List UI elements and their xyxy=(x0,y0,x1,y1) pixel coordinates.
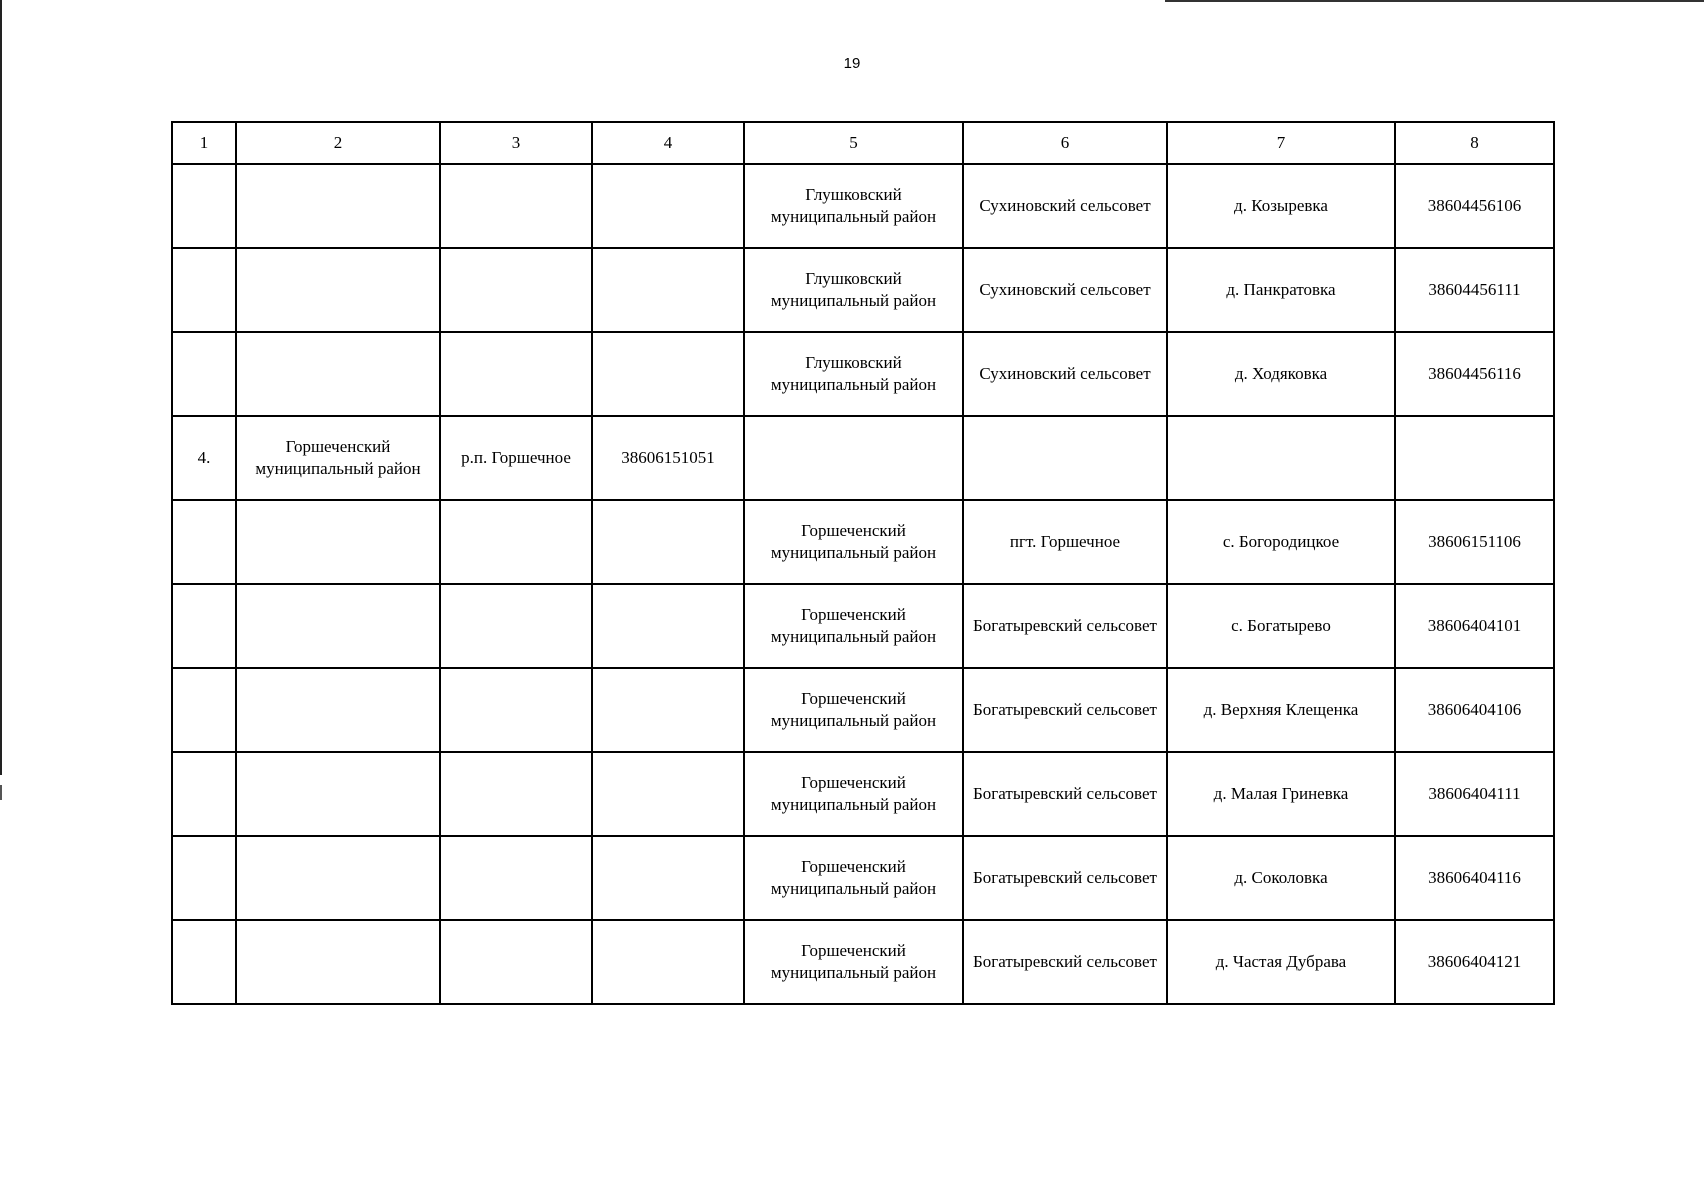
table-row xyxy=(172,332,1554,416)
cell-district xyxy=(236,500,440,584)
cell-district xyxy=(236,248,440,332)
cell-number xyxy=(172,248,236,332)
cell-admin-center xyxy=(440,332,592,416)
cell-district xyxy=(236,836,440,920)
cell-center-code xyxy=(592,836,744,920)
cell-municipal-district: Горшеченский муниципальный район xyxy=(744,920,963,1004)
cell-oktmo-code xyxy=(1395,416,1554,500)
cell-number xyxy=(172,332,236,416)
scan-border-left-fragment xyxy=(0,785,2,800)
table-row xyxy=(172,500,1554,584)
cell-admin-center xyxy=(440,920,592,1004)
column-header: 2 xyxy=(236,122,440,164)
cell-district: Горшеченский муниципальный район xyxy=(236,416,440,500)
cell-center-code xyxy=(592,668,744,752)
cell-locality xyxy=(1167,416,1395,500)
cell-number xyxy=(172,164,236,248)
cell-settlement: Богатыревский сельсовет xyxy=(963,584,1167,668)
cell-number xyxy=(172,752,236,836)
cell-center-code xyxy=(592,920,744,1004)
cell-municipal-district: Глушковский муниципальный район xyxy=(744,248,963,332)
cell-settlement: Богатыревский сельсовет xyxy=(963,752,1167,836)
cell-district xyxy=(236,668,440,752)
cell-locality: с. Богородицкое xyxy=(1167,500,1395,584)
cell-municipal-district: Горшеченский муниципальный район xyxy=(744,500,963,584)
cell-municipal-district: Горшеченский муниципальный район xyxy=(744,836,963,920)
cell-settlement: Богатыревский сельсовет xyxy=(963,668,1167,752)
page-number: 19 xyxy=(843,55,861,72)
cell-municipal-district: Глушковский муниципальный район xyxy=(744,164,963,248)
cell-district xyxy=(236,164,440,248)
cell-district xyxy=(236,752,440,836)
cell-locality: с. Богатырево xyxy=(1167,584,1395,668)
registry-table xyxy=(171,121,1555,1005)
column-header: 4 xyxy=(592,122,744,164)
cell-center-code xyxy=(592,500,744,584)
cell-oktmo-code: 38604456116 xyxy=(1395,332,1554,416)
cell-center-code xyxy=(592,248,744,332)
cell-oktmo-code: 38606404116 xyxy=(1395,836,1554,920)
cell-locality: д. Соколовка xyxy=(1167,836,1395,920)
cell-admin-center xyxy=(440,164,592,248)
cell-center-code xyxy=(592,752,744,836)
column-header: 3 xyxy=(440,122,592,164)
cell-admin-center xyxy=(440,836,592,920)
cell-municipal-district: Горшеченский муниципальный район xyxy=(744,752,963,836)
cell-admin-center xyxy=(440,668,592,752)
cell-municipal-district: Глушковский муниципальный район xyxy=(744,332,963,416)
cell-oktmo-code: 38606404111 xyxy=(1395,752,1554,836)
cell-district xyxy=(236,920,440,1004)
cell-center-code xyxy=(592,164,744,248)
cell-center-code xyxy=(592,584,744,668)
cell-locality: д. Частая Дубрава xyxy=(1167,920,1395,1004)
cell-admin-center: р.п. Горшечное xyxy=(440,416,592,500)
cell-settlement: пгт. Горшечное xyxy=(963,500,1167,584)
cell-oktmo-code: 38606151106 xyxy=(1395,500,1554,584)
cell-number xyxy=(172,500,236,584)
cell-locality: д. Козыревка xyxy=(1167,164,1395,248)
cell-admin-center xyxy=(440,500,592,584)
cell-settlement: Богатыревский сельсовет xyxy=(963,836,1167,920)
table-row xyxy=(172,668,1554,752)
table-row xyxy=(172,248,1554,332)
cell-oktmo-code: 38604456111 xyxy=(1395,248,1554,332)
table-row xyxy=(172,920,1554,1004)
cell-settlement xyxy=(963,416,1167,500)
table-row xyxy=(172,752,1554,836)
cell-district xyxy=(236,332,440,416)
scan-border-top xyxy=(1165,0,1704,2)
table-row xyxy=(172,164,1554,248)
cell-admin-center xyxy=(440,584,592,668)
cell-center-code: 38606151051 xyxy=(592,416,744,500)
cell-oktmo-code: 38606404101 xyxy=(1395,584,1554,668)
cell-admin-center xyxy=(440,248,592,332)
cell-locality: д. Верхняя Клещенка xyxy=(1167,668,1395,752)
table-row xyxy=(172,416,1554,500)
cell-admin-center xyxy=(440,752,592,836)
cell-center-code xyxy=(592,332,744,416)
cell-municipal-district: Горшеченский муниципальный район xyxy=(744,584,963,668)
cell-settlement: Сухиновский сельсовет xyxy=(963,332,1167,416)
table-row xyxy=(172,584,1554,668)
cell-oktmo-code: 38606404106 xyxy=(1395,668,1554,752)
cell-number: 4. xyxy=(172,416,236,500)
cell-number xyxy=(172,836,236,920)
cell-municipal-district xyxy=(744,416,963,500)
cell-oktmo-code: 38604456106 xyxy=(1395,164,1554,248)
cell-settlement: Сухиновский сельсовет xyxy=(963,164,1167,248)
column-header: 8 xyxy=(1395,122,1554,164)
cell-locality: д. Панкратовка xyxy=(1167,248,1395,332)
cell-settlement: Богатыревский сельсовет xyxy=(963,920,1167,1004)
cell-settlement: Сухиновский сельсовет xyxy=(963,248,1167,332)
column-header: 7 xyxy=(1167,122,1395,164)
cell-number xyxy=(172,668,236,752)
scan-border-left xyxy=(0,0,2,775)
column-header: 5 xyxy=(744,122,963,164)
column-header: 6 xyxy=(963,122,1167,164)
cell-oktmo-code: 38606404121 xyxy=(1395,920,1554,1004)
cell-district xyxy=(236,584,440,668)
cell-municipal-district: Горшеченский муниципальный район xyxy=(744,668,963,752)
column-header: 1 xyxy=(172,122,236,164)
cell-number xyxy=(172,584,236,668)
cell-locality: д. Малая Гриневка xyxy=(1167,752,1395,836)
table-row xyxy=(172,836,1554,920)
header-row xyxy=(172,122,1554,164)
cell-number xyxy=(172,920,236,1004)
cell-locality: д. Ходяковка xyxy=(1167,332,1395,416)
